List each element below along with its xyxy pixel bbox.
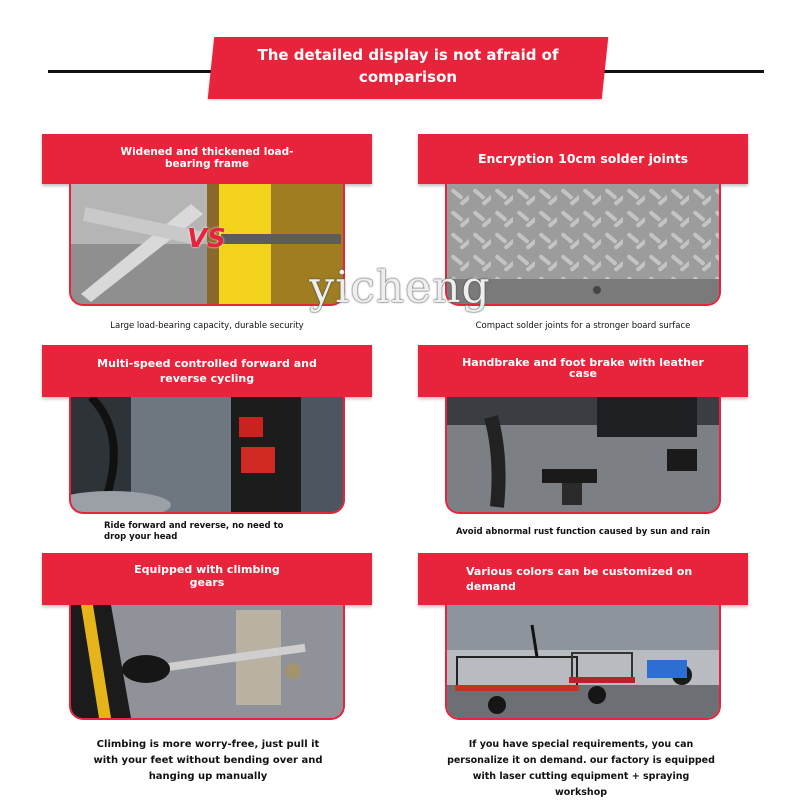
panel-6-caption: If you have special requirements, you can personalize it on demand. our factory is equipped with laser cutting equipment + spraying workshop <box>447 739 715 798</box>
header-rule-right <box>598 70 764 73</box>
panel-3-photo <box>69 397 345 514</box>
page-title: The detailed display is not afraid of comparison <box>257 46 559 86</box>
factory-carts-photo <box>447 605 719 718</box>
panel-3-caption: Ride forward and reverse, no need to drop your head <box>104 521 284 542</box>
panel-5-label: Equipped with climbing gears <box>42 553 372 605</box>
watermark-text: yicheng <box>309 262 491 313</box>
panel-1-caption: Large load-bearing capacity, durable security <box>110 321 304 331</box>
panel-5-photo <box>69 605 345 720</box>
speed-switch-photo <box>71 397 343 512</box>
panel-2-caption: Compact solder joints for a stronger board surface <box>475 321 691 331</box>
panel-2-label: Encryption 10cm solder joints <box>418 134 748 184</box>
panel-5-caption: Climbing is more worry-free, just pull it with your feet without bending over and hanging up manually <box>93 739 323 782</box>
panel-6-label: Various colors can be customized on demand <box>418 553 748 605</box>
panel-4-label: Handbrake and foot brake with leather case <box>418 345 748 397</box>
panel-4-caption: Avoid abnormal rust function caused by sun and rain <box>455 527 711 537</box>
climbing-gear-photo <box>71 605 343 718</box>
panel-1-label: Widened and thickened load-bearing frame <box>42 134 372 184</box>
panel-3-label: Multi-speed controlled forward and reverse cycling <box>42 345 372 397</box>
brake-photo <box>447 397 719 512</box>
vs-badge: VS <box>187 224 226 254</box>
panel-4-photo <box>445 397 721 514</box>
header-rule-left <box>48 70 218 73</box>
panel-6-photo <box>445 605 721 720</box>
